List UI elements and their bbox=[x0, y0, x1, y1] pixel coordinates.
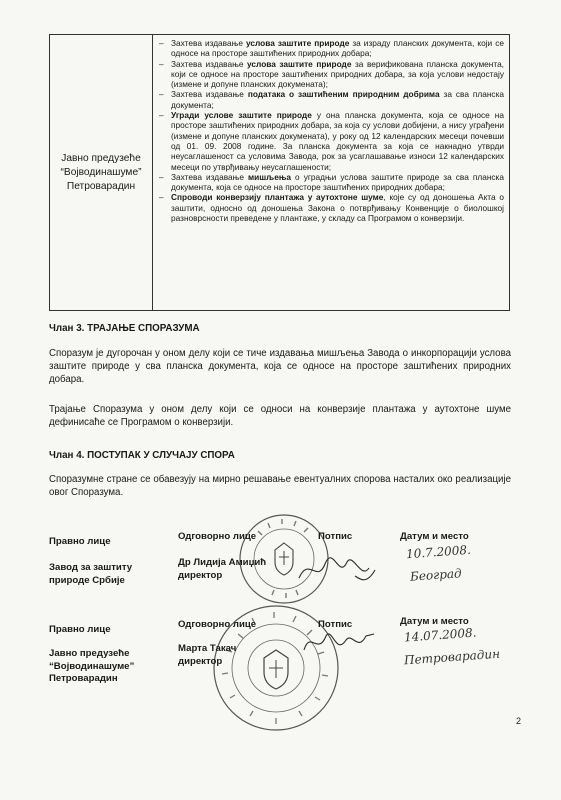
responsibilities-table bbox=[49, 34, 510, 311]
sig2-entity-header: Правно лице bbox=[49, 624, 111, 635]
sig1-person-name: Др Лидија Амиџић директор bbox=[178, 557, 267, 581]
handwritten-signature-2 bbox=[300, 626, 380, 662]
sig2-person-header: Одговорно лице bbox=[178, 619, 257, 630]
org-line: Петроварадин bbox=[66, 180, 136, 192]
org-line: Јавно предузеће bbox=[61, 152, 141, 164]
sig1-person-header: Одговорно лице bbox=[178, 531, 257, 542]
sig1-date-handwritten: 10.7.2008. bbox=[405, 542, 472, 562]
dash-bullet: – bbox=[159, 192, 164, 203]
article-3-paragraph-2: Трајање Споразума у оном делу који се односи на конверзије плантажа у аутохтоне шуме дефинисаће се Програмом о конверзији. bbox=[49, 404, 511, 428]
article-4-paragraph-1: Споразумне стране се обавезују на мирно решавање евентуалних спорова насталих око реализације овог Споразума. bbox=[49, 474, 511, 498]
dash-bullet: – bbox=[159, 89, 164, 100]
sig2-person-name: Марта Такач директор bbox=[178, 643, 237, 667]
article-3-paragraph-1: Споразум је дугорочан у оном делу који се тиче издавања мишљења Завода о инкорпорацији услова заштите природе у сва планска документа, која се односе на просторе заштићених природних добара. bbox=[49, 348, 511, 385]
table-obligations-cell bbox=[153, 35, 509, 310]
sig2-signature-header: Потпис bbox=[318, 619, 353, 630]
dash-bullet: – bbox=[159, 38, 164, 48]
dash-bullet: – bbox=[159, 110, 164, 121]
table-org-cell bbox=[50, 35, 153, 310]
sig2-date-handwritten: 14.07.2008. bbox=[403, 625, 477, 645]
sig2-date-header: Датум и место bbox=[400, 616, 469, 627]
dash-bullet: – bbox=[159, 171, 164, 182]
sig1-entity-header: Правно лице bbox=[49, 536, 111, 547]
sig1-signature-header: Потпис bbox=[318, 531, 353, 542]
page-number: 2 bbox=[516, 716, 522, 726]
obligation-item: – Захтева издавање података о заштићеним природним добрима за сва планска документа; bbox=[159, 89, 504, 110]
sig1-date-header: Датум и место bbox=[400, 531, 469, 542]
obligation-item: – Захтева издавање услова заштите природе за израду планских документа, који се односе на просторе заштићених природних добара; bbox=[159, 38, 504, 59]
sig1-entity-name: Завод за заштиту природе Србије bbox=[49, 562, 133, 586]
obligation-item: – Захтева издавање услова заштите природе за верификована планска документа, који се односе на просторе заштићених природних добара, за која услови недостају (измене и допуне планских докумената); bbox=[159, 58, 504, 90]
article-4-heading: Члан 4. ПОСТУПАК У СЛУЧАЈУ СПОРА bbox=[49, 450, 235, 461]
org-line: “Војводинашуме” bbox=[60, 166, 142, 178]
obligation-item: – Угради услове заштите природе у она планска документа, која се односе на просторе заштићених природних добара, за која су услови добијени, а нису уграђени (измене и допуне планских докумената), у року од 12 календарских месеци почевши од 01. 09. 2008 године. За планска документа за која се накнадно утврди неусаглашеност са условима Завода, рок за усаглашавање износи 12 календарских месеци по утврђивању неусаглашености; bbox=[159, 110, 504, 172]
obligation-item: – Спроводи конверзију плантажа у аутохтоне шуме, које су од доношења Акта о заштити, односно од доношења Закона о потврђивању Конвенције о биолошкој разноврсности преведене у плантаже, у складу са Програмом о конверзији. bbox=[159, 192, 504, 224]
sig2-entity-name: Јавно предузеће “Војводинашуме” Петроварадин bbox=[49, 648, 135, 684]
article-3-heading: Члан 3. ТРАЈАЊЕ СПОРАЗУМА bbox=[49, 323, 200, 334]
sig2-place-handwritten: Петроварадин bbox=[403, 646, 501, 668]
dash-bullet: – bbox=[159, 58, 164, 69]
sig1-place-handwritten: Београд bbox=[409, 566, 463, 584]
obligation-item: – Захтева издавање мишљења о угрaдњи услова заштите природе за сва планска документа, која се односе на просторе заштићених природних добара; bbox=[159, 171, 504, 193]
handwritten-signature-1 bbox=[295, 550, 381, 590]
